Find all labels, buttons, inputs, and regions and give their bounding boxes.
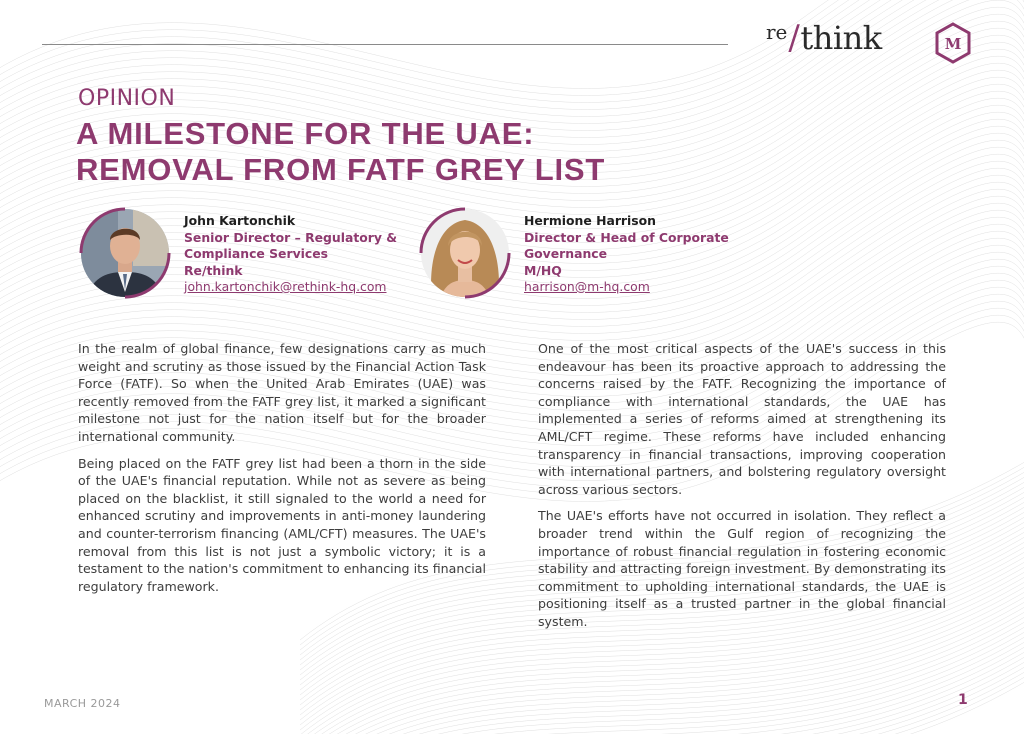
- author-photo-1: [78, 206, 172, 300]
- rethink-logo: [766, 18, 882, 58]
- author-role-line: Director & Head of Corporate: [524, 229, 729, 245]
- author-email-link[interactable]: john.kartonchik@rethink-hq.com: [184, 279, 387, 294]
- author-org: Re/think: [184, 262, 243, 278]
- body-paragraph: In the realm of global finance, few designations carry as much weight and scrutiny as those issued by the Financial Action Task Force (FATF). So when the United Arab Emirates (UAE) was recently removed from the FATF grey list, it marked a significant milestone not just for the nation itself but for the broader international community.: [78, 341, 486, 444]
- logo-word: think: [800, 19, 882, 57]
- title-line-2: REMOVAL FROM FATF GREY LIST: [76, 152, 606, 187]
- title-line-1: A MILESTONE FOR THE UAE:: [76, 116, 535, 151]
- mhq-logo-icon: [934, 22, 972, 64]
- footer-date: MARCH 2024: [44, 697, 121, 710]
- author-card-2: [418, 206, 748, 302]
- logo-prefix: re: [766, 20, 788, 44]
- body-column-right: [538, 340, 946, 640]
- author-role-line: Compliance Services: [184, 246, 329, 261]
- author-role-line: Governance: [524, 246, 608, 261]
- author-role-line: Senior Director – Regulatory &: [184, 229, 398, 245]
- author-photo-2: [418, 206, 512, 300]
- header-rule: [42, 44, 728, 45]
- body-paragraph: One of the most critical aspects of the UAE's success in this endeavour has been its proactive approach to addressing the concerns raised by the FATF. Recognizing the importance of compliance with international standards, the UAE has implemented a series of reforms aimed at strengthening its AML/CFT regime. These reforms have included enhancing transparency in financial transactions, improving cooperation with international partners, and bolstering regulatory oversight across various sectors.: [538, 341, 946, 497]
- author-info-1: [184, 213, 424, 296]
- body-paragraph: The UAE's efforts have not occurred in isolation. They reflect a broader trend within the Gulf region of recognizing the importance of robust financial regulation in fostering economic stability and attracting foreign investment. By demonstrating its commitment to upholding international standards, the UAE is positioning itself as a trusted partner in the global financial system.: [538, 508, 946, 629]
- body-column-left: [78, 340, 486, 604]
- author-card-1: [78, 206, 408, 302]
- author-name: John Kartonchik: [184, 213, 296, 228]
- article-title: [76, 116, 676, 188]
- author-org: M/HQ: [524, 262, 562, 278]
- logo-slash: /: [788, 18, 800, 58]
- author-name: Hermione Harrison: [524, 213, 657, 228]
- body-paragraph: Being placed on the FATF grey list had been a thorn in the side of the UAE's financial reputation. While not as severe as being placed on the blacklist, it still signaled to the world a need for enhanced scrutiny and improvements in anti-money laundering and counter-terrorism financing (AML/CFT) measures. The UAE's removal from this list is not just a symbolic victory; it is a testament to the nation's commitment to enhancing its financial regulatory framework.: [78, 455, 486, 594]
- author-email-link[interactable]: harrison@m-hq.com: [524, 279, 650, 294]
- author-info-2: [524, 213, 764, 296]
- article-kicker: OPINION: [78, 86, 176, 111]
- mhq-logo-mark: M: [944, 35, 962, 53]
- page-number: 1: [958, 692, 968, 708]
